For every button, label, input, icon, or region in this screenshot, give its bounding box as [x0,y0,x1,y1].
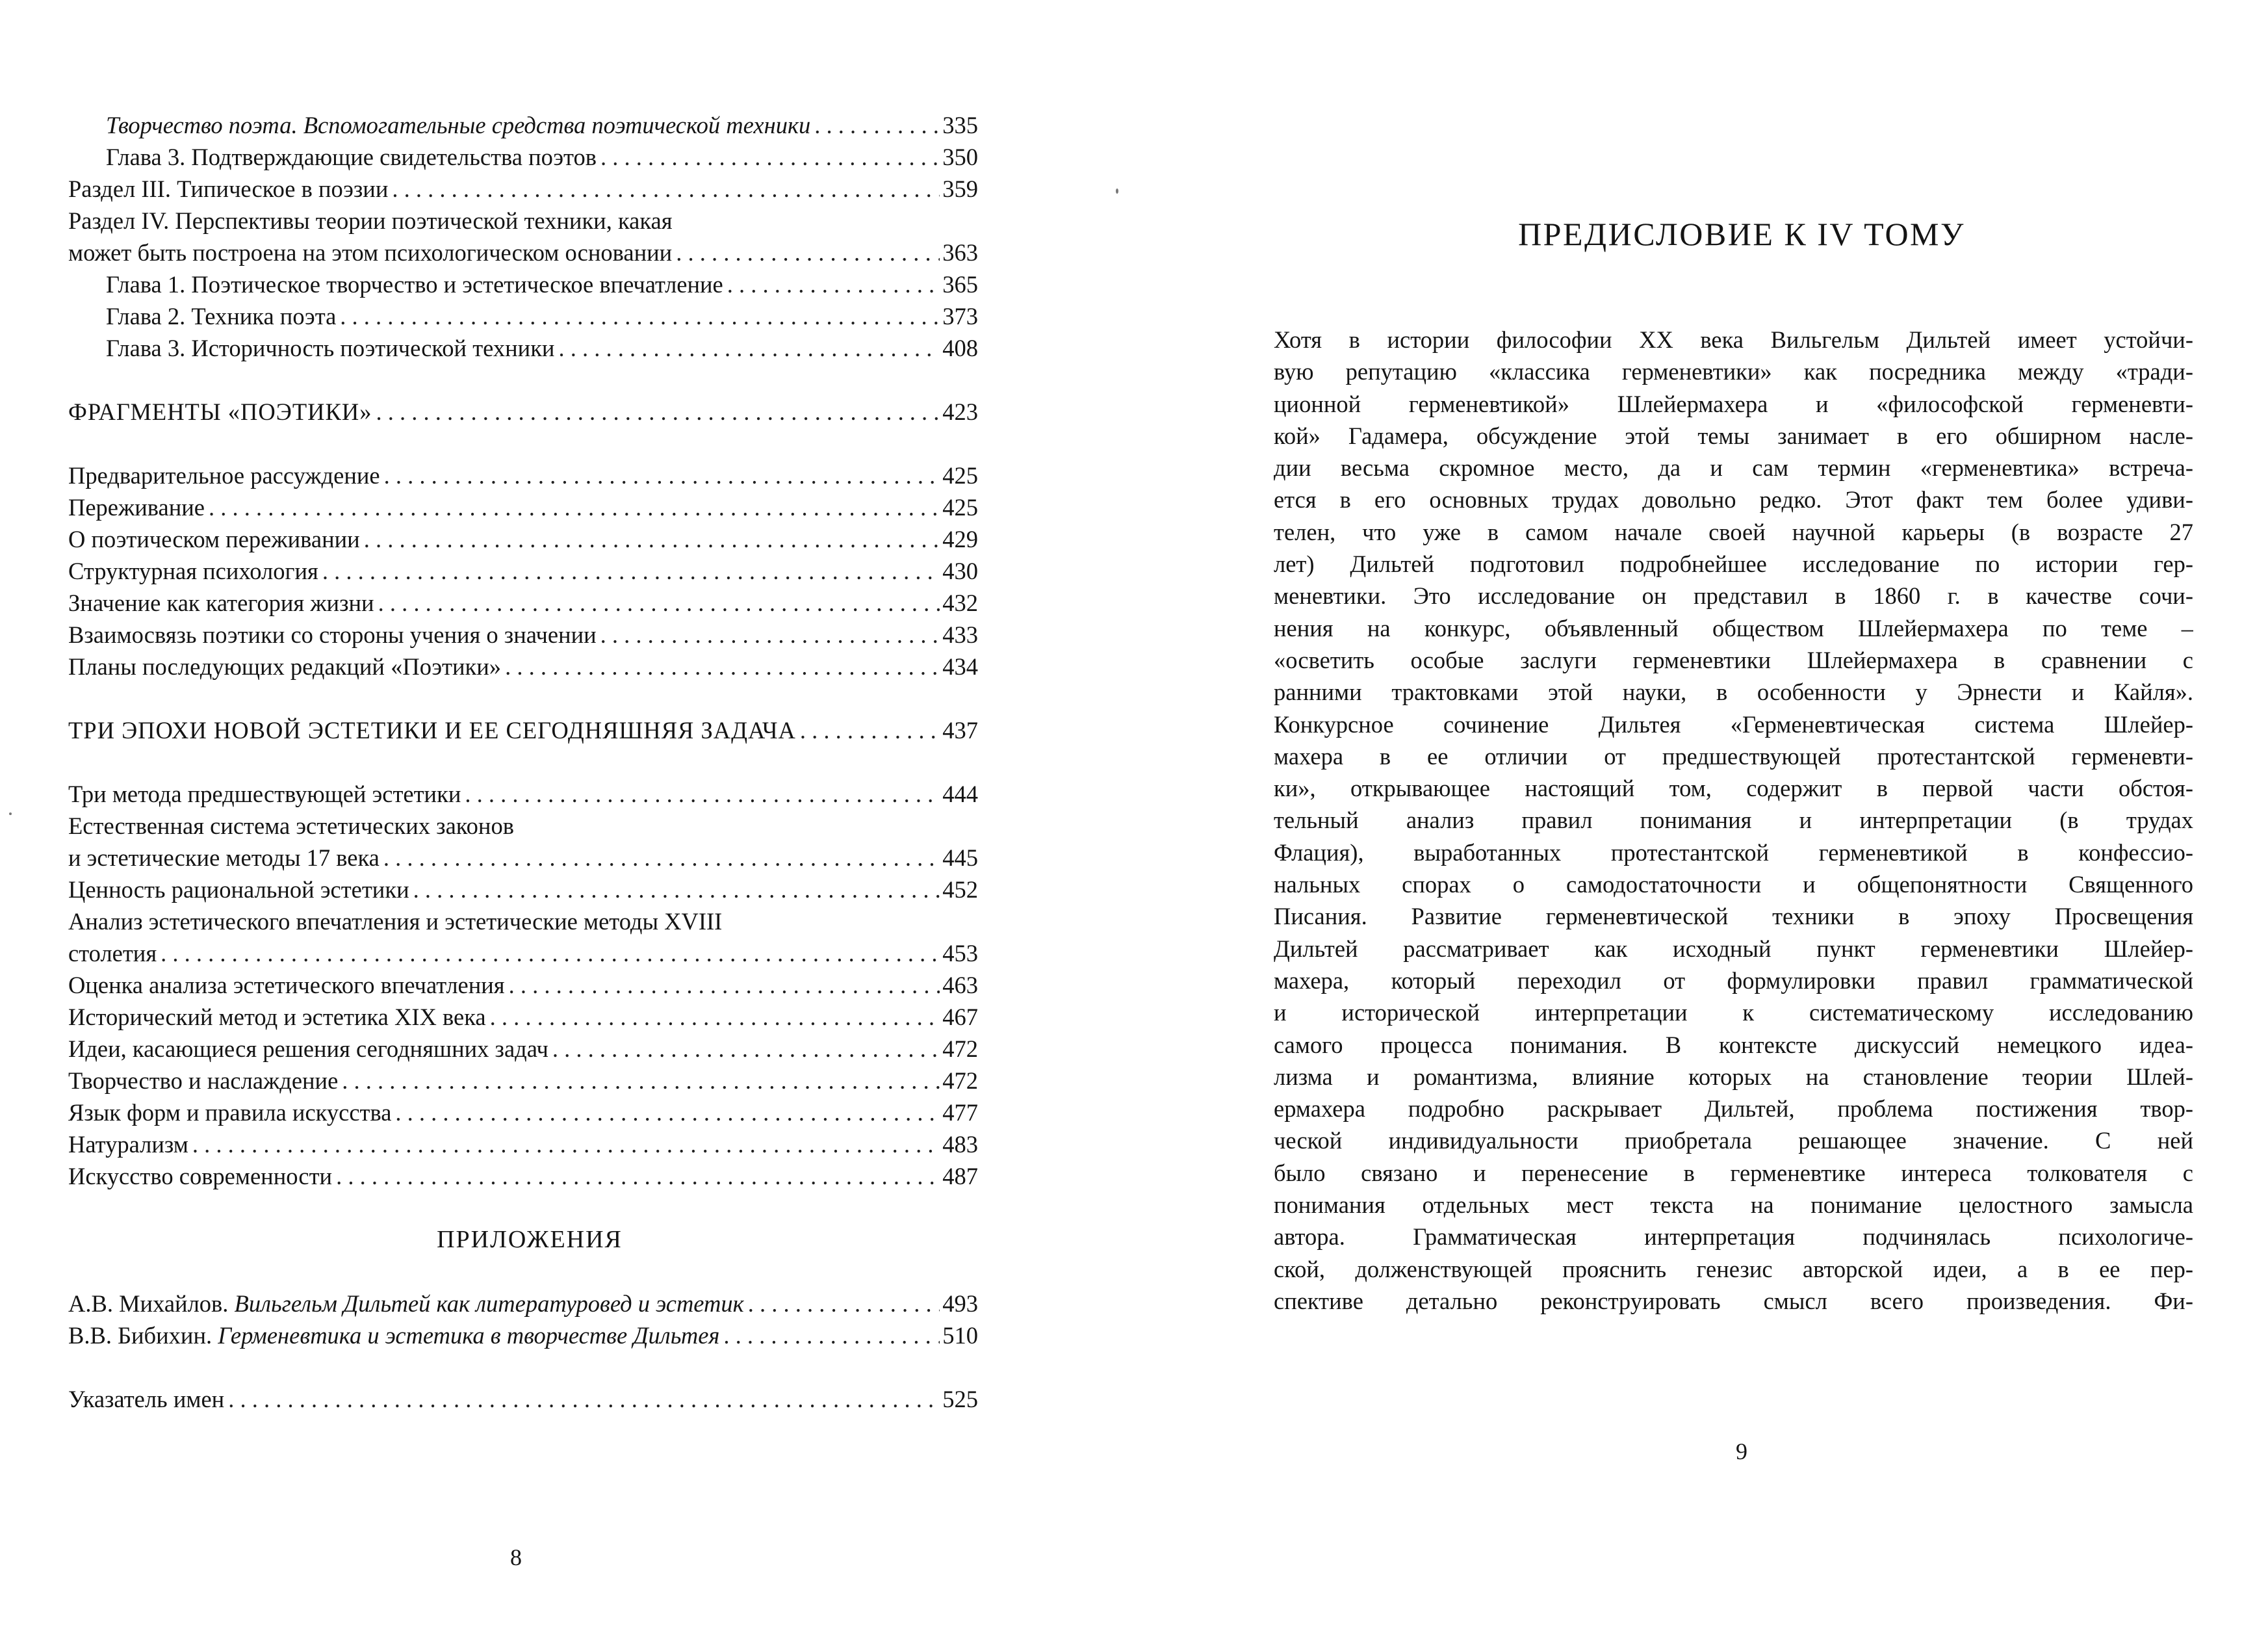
toc-page-number: 477 [942,1099,978,1126]
toc-entry-title: Глава 3. Подтверждающие свидетельства поэтов [106,144,597,170]
preface-line: автора. Грамматическая интерпретация подчинялась психологиче- [1274,1223,2193,1251]
page-number-left: 8 [510,1544,522,1570]
toc-heading-three-epochs [68,714,978,746]
preface-line: спективе детально реконструировать смысл всего произведения. Фи- [1274,1287,2193,1314]
preface-line: меневтики. Это исследование он представил в 1860 г. в качестве сочи- [1274,582,2193,610]
preface-line: кой» Гадамера, обсуждение этой темы занимает в его обширном насле- [1274,422,2193,449]
toc-entry [68,1033,978,1065]
toc-group-sections [68,109,978,364]
toc-entry [68,268,978,300]
preface-line: было связано и перенесение в герменевтике интереса толкователя с [1274,1159,2193,1186]
preface-line: ранними трактовками этой науки, в особенности у Эрнести и Кайля». [1274,679,2193,706]
preface-line: ческой индивидуальности приобретала решающее значение. С ней [1274,1127,2193,1154]
toc-entry-title: Взаимосвязь поэтики со стороны учения о значении [68,621,597,648]
preface-line: Писания. Развитие герменевтической техники в эпоху Просвещения [1274,903,2193,930]
toc-page-number: 423 [942,398,978,425]
toc-heading-fragments [68,396,978,428]
preface-line: и исторической интерпретации к систематическому исследованию [1274,999,2193,1026]
preface-line: ской, долженствующей прояснить генезис авторской идеи, а в ее пер- [1274,1255,2193,1282]
toc-entry-title: О поэтическом переживании [68,526,360,552]
toc-page-number: 472 [942,1067,978,1094]
toc-entry-title: Структурная психология [68,558,318,584]
toc-page-number: 359 [942,175,978,202]
toc-appendix-row [68,1288,978,1319]
toc-entry-title: Глава 3. Историчность поэтической техники [106,335,555,361]
preface-line: Дильтей рассматривает как исходный пункт герменевтики Шлейер- [1274,935,2193,962]
appendices-heading: ПРИЛОЖЕНИЯ [437,1226,623,1253]
toc-group-fragments [68,460,978,682]
toc-entry-title: Значение как категория жизни [68,590,374,616]
toc-entry-title: Три метода предшествующей эстетики [68,781,461,807]
toc-entry [68,874,978,905]
preface-line: «осветить особые заслуги герменевтики Шлейермахера в сравнении с [1274,646,2193,673]
toc-page-number: 429 [942,526,978,552]
toc-entry [68,460,978,491]
toc-page-number: 432 [942,590,978,616]
toc-entry [68,619,978,651]
preface-body [1274,324,2193,1317]
toc-heading-text: ТРИ ЭПОХИ НОВОЙ ЭСТЕТИКИ И ЕЕ СЕГОДНЯШНЯЯ ЗАДАЧА [68,717,796,744]
toc-entry [68,173,978,205]
toc-entry-title: Творчество и наслаждение [68,1067,339,1094]
preface-line: нения на конкурс, объявленный обществом Шлейермахера по теме – [1274,614,2193,642]
toc-entry-title: Идеи, касающиеся решения сегодняшних задач [68,1035,548,1062]
toc-entry-title: Натурализм [68,1131,188,1158]
toc-entry [68,332,978,364]
toc-entry-title: Творчество поэта. Вспомогательные средства поэтической техники [106,112,811,138]
toc-page-number: 444 [942,781,978,807]
toc-index-row [68,1383,978,1415]
toc-entry-title: Раздел III. Типическое в поэзии [68,175,389,202]
toc-entry-title: Глава 2. Техника поэта [106,303,337,330]
left-page [68,0,978,1649]
toc-page-number: 493 [942,1290,978,1317]
preface-line: Конкурсное сочинение Дильтея «Герменевтическая система Шлейер- [1274,710,2193,738]
preface-line: дии весьма скромное место, да и сам термин «герменевтика» встреча- [1274,454,2193,482]
preface-line: вую репутацию «классика герменевтики» как посредника между «тради- [1274,358,2193,385]
toc-page-number: 452 [942,876,978,903]
toc-entry [68,1065,978,1097]
toc-page-number: 483 [942,1131,978,1158]
toc-entry [68,651,978,682]
preface-line: лет) Дильтей подготовил подробнейшее исследование по истории гер- [1274,551,2193,578]
toc-entry [68,587,978,619]
toc-entry-title: может быть построена на этом психологическом основании [68,239,673,266]
toc-page-number: 365 [942,271,978,298]
toc-page-number: 363 [942,239,978,266]
toc-entry [68,1097,978,1128]
toc-entry [68,1001,978,1033]
right-page [1274,0,2210,1649]
preface-line: понимания отдельных мест текста на понимание целостного замысла [1274,1191,2193,1219]
preface-title: ПРЕДИСЛОВИЕ К IV ТОМУ [1518,216,1965,252]
toc-entry-title: Оценка анализа эстетического впечатления [68,972,505,998]
toc-entry-line: Естественная система эстетических законов [68,812,514,839]
toc-entry-title: Ценность рациональной эстетики [68,876,409,903]
preface-line: ется в его основных трудах довольно редко. Этот факт тем более удиви- [1274,486,2193,513]
preface-line: махера в ее отличии от предшествующей протестантской герменевти- [1274,742,2193,770]
preface-line: ки», открывающее настоящий том, содержит в первой части обстоя- [1274,775,2193,802]
toc-page-number: 425 [942,494,978,521]
toc-page-number: 373 [942,303,978,330]
toc-appendix-row [68,1319,978,1351]
toc-page-number: 437 [942,717,978,744]
toc-entry [68,491,978,523]
toc-page-number: 408 [942,335,978,361]
toc-page-number: 350 [942,144,978,170]
toc-entry [68,300,978,332]
preface-line: Хотя в истории философии XX века Вильгельм Дильтей имеет устойчи- [1274,326,2193,353]
toc-entry [68,778,978,810]
toc-entry [68,555,978,587]
toc-entry [68,109,978,141]
toc-entry-title: Планы последующих редакций «Поэтики» [68,653,502,680]
toc-entry [68,1128,978,1160]
toc-entry [68,969,978,1001]
table-of-contents [68,109,978,1415]
appendix-author: В.В. Бибихин. [68,1322,213,1349]
toc-page-number: 335 [942,112,978,138]
toc-page-number: 467 [942,1004,978,1030]
scan-speck [1116,188,1118,194]
toc-page-number: 525 [942,1386,978,1412]
appendix-title: Вильгельм Дильтей как литературовед и эстетик [234,1290,744,1317]
toc-group-three-epochs [68,778,978,1192]
toc-page-number: 434 [942,653,978,680]
page-number-right: 9 [1736,1438,1747,1464]
toc-entry-title: и эстетические методы 17 века [68,844,380,871]
preface-line: лизма и романтизма, влияние которых на становление теории Шлей- [1274,1063,2193,1090]
toc-heading-text: ФРАГМЕНТЫ «ПОЭТИКИ» [68,398,372,425]
preface-line: ционной герменевтикой» Шлейермахера и «философской герменевти- [1274,390,2193,417]
preface-line: самого процесса понимания. В контексте дискуссий немецкого идеа- [1274,1031,2193,1058]
toc-page-number: 445 [942,844,978,871]
toc-entry-line: Раздел IV. Перспективы теории поэтической техники, какая [68,207,673,234]
toc-entry-title: Предварительное рассуждение [68,462,380,489]
appendix-author: А.В. Михайлов. [68,1290,229,1317]
toc-entry-title: Искусство современности [68,1163,333,1189]
toc-page-number: 453 [942,940,978,967]
toc-page-number: 487 [942,1163,978,1189]
toc-entry-line: Анализ эстетического впечатления и эстетические методы XVIII [68,908,723,935]
toc-page-number: 472 [942,1035,978,1062]
preface-line: нальных спорах о самодостаточности и общепонятности Священного [1274,871,2193,898]
toc-page-number: 433 [942,621,978,648]
toc-page-number: 510 [942,1322,978,1349]
toc-entry-title: Исторический метод и эстетика XIX века [68,1004,486,1030]
toc-entry [68,937,978,969]
toc-entry-title: Переживание [68,494,205,521]
toc-entry [68,237,978,268]
toc-page-number: 463 [942,972,978,998]
toc-page-number: 425 [942,462,978,489]
toc-page-number: 430 [942,558,978,584]
toc-entry [68,141,978,173]
toc-entry [68,842,978,874]
toc-entry-title: Глава 1. Поэтическое творчество и эстетическое впечатление [106,271,723,298]
preface-line: тельный анализ правил понимания и интерпретации (в трудах [1274,807,2193,834]
appendix-title: Герменевтика и эстетика в творчестве Дильтея [218,1322,720,1349]
toc-entry [68,1160,978,1192]
preface-line: ермахера подробно раскрывает Дильтей, проблема постижения твор- [1274,1095,2193,1123]
toc-entry [68,523,978,555]
toc-entry-title: Язык форм и правила искусства [68,1099,392,1126]
preface-line: телен, что уже в самом начале своей научной карьеры (в возрасте 27 [1274,518,2193,545]
scan-speck [9,812,12,815]
preface-line: Флация), выработанных протестантской герменевтикой в конфессио- [1274,838,2193,866]
toc-entry-title: Указатель имен [68,1386,225,1412]
toc-entry-title: столетия [68,940,157,967]
preface-line: махера, который переходил от формулировки правил грамматической [1274,967,2193,994]
